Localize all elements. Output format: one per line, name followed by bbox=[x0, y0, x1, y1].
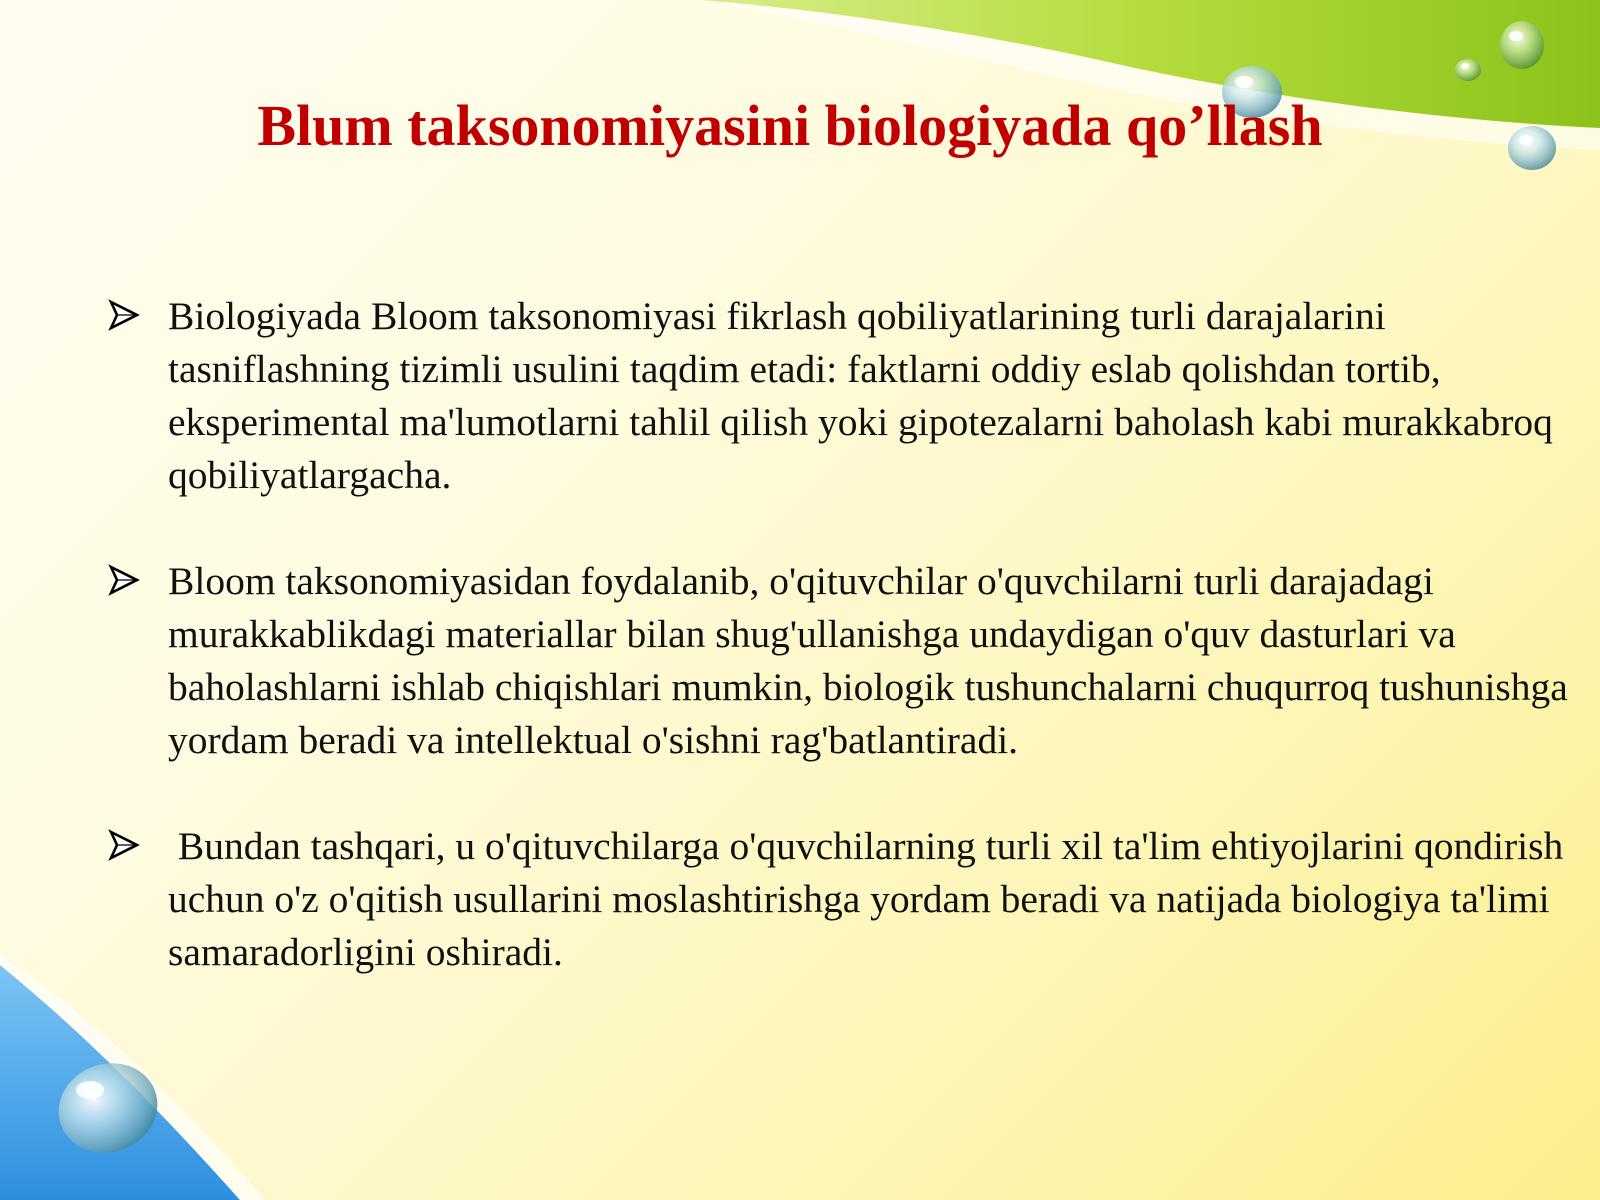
arrowhead-bullet-icon bbox=[108, 564, 140, 596]
list-item-text: Biologiyada Bloom taksonomiyasi fikrlash qobiliyatlarining turli darajalarini tasniflashning tizimli usulini taqdim etadi: faktlarni oddiy eslab qolishdan tortib, eksperimental ma'lumotlarni tahlil qilish yoki gipotezalarni baholash kabi murakkabroq qobiliyatlargacha. bbox=[168, 294, 1563, 497]
list-item bbox=[108, 290, 1568, 502]
water-drop-decoration bbox=[1455, 59, 1481, 81]
list-item-text: Bundan tashqari, u o'qituvchilarga o'quvchilarning turli xil ta'lim ehtiyojlarini qondirish uchun o'z o'qitish usullarini moslashtirishga yordam beradi va natijada biologiya ta'limi samaradorligini oshiradi. bbox=[168, 824, 1574, 974]
bullet-list bbox=[108, 290, 1578, 1032]
arrowhead-bullet-icon bbox=[108, 299, 140, 331]
arrowhead-bullet-icon bbox=[108, 829, 140, 861]
slide-title: Blum taksonomiyasini biologiyada qo’llash bbox=[257, 93, 1323, 158]
list-item bbox=[108, 555, 1578, 767]
list-item bbox=[108, 820, 1574, 979]
water-drop-decoration bbox=[1500, 21, 1544, 69]
list-item-text: Bloom taksonomiyasidan foydalanib, o'qituvchilar o'quvchilarni turli darajadagi murakkablikdagi materiallar bilan shug'ullanishga undaydigan o'quv dasturlari va baholashlarni ishlab chiqishlari mumkin, biologik tushunchalarni chuqurroq tushunishga yordam beradi va intellektual o'sishni rag'batlantiradi. bbox=[168, 559, 1578, 762]
